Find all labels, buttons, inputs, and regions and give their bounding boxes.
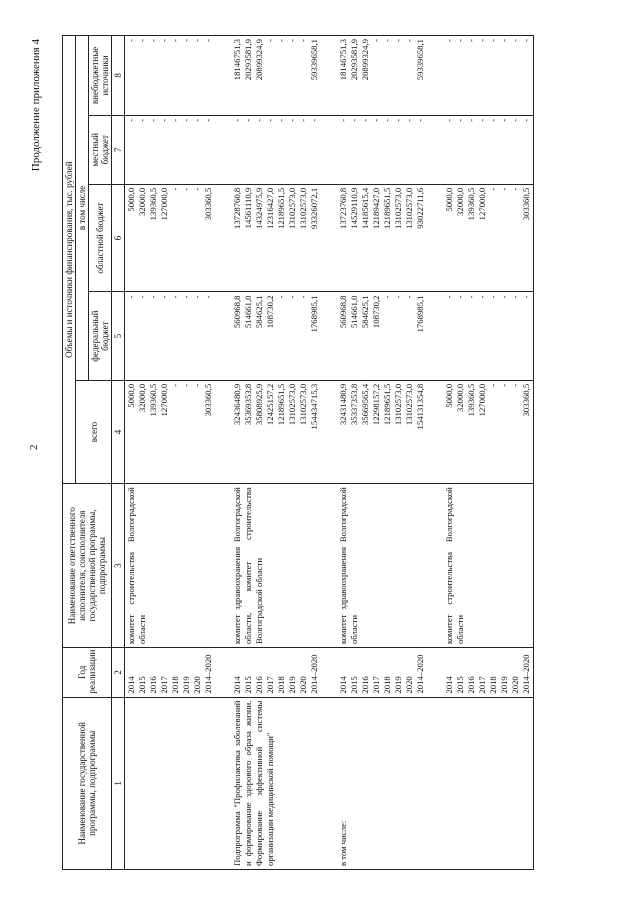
federal-cell: 108730,2 <box>265 295 275 329</box>
col-number: 8 <box>112 36 125 116</box>
local-cell: - <box>159 118 169 122</box>
col-number: 7 <box>112 115 125 184</box>
federal-cell: 560968,8 <box>338 295 348 329</box>
regional-cell: 13723760,8 <box>338 187 348 229</box>
table-body <box>125 36 534 870</box>
total-cell: 35369353,8 <box>243 383 253 426</box>
extra-cell: - <box>404 39 414 42</box>
local-cell-column <box>231 115 321 184</box>
federal-cell: - <box>466 295 476 299</box>
extra-cell: - <box>181 39 191 42</box>
total-cell: - <box>181 383 191 387</box>
federal-cell: - <box>181 295 191 299</box>
year-cell: 2015 <box>455 676 465 694</box>
local-cell: - <box>338 118 348 122</box>
year-cell: 2020 <box>298 676 308 694</box>
total-cell: 154131354,8 <box>415 383 425 430</box>
regional-cell-column <box>443 184 534 292</box>
local-cell: - <box>382 118 392 122</box>
total-cell: 127000,0 <box>477 383 487 417</box>
year-cell: 2014 <box>338 676 348 694</box>
extra-cell: - <box>148 39 158 42</box>
year-cell: 2017 <box>265 676 275 694</box>
local-cell: - <box>254 118 264 122</box>
total-cell: 13102573,0 <box>393 383 403 426</box>
local-cell: - <box>137 118 147 122</box>
total-cell: 32436480,9 <box>232 383 242 426</box>
federal-cell: 514661,0 <box>243 295 253 329</box>
program-name: Подпрограмма "Профилактика заболеваний и формирование здорового образа жизни. Формирование эффективной системы организации медицинской помощи" <box>231 697 321 869</box>
regional-cell: 13102573,0 <box>393 187 403 229</box>
local-cell: - <box>287 118 297 122</box>
total-cell: 303360,5 <box>203 383 213 417</box>
local-cell: - <box>455 118 465 122</box>
program-name <box>125 697 216 869</box>
col-number: 5 <box>112 292 125 380</box>
federal-cell: - <box>444 295 454 299</box>
regional-cell: 32000,0 <box>137 187 147 216</box>
federal-cell: - <box>393 295 403 299</box>
extra-cell: - <box>170 39 180 42</box>
regional-cell: 303360,5 <box>521 187 531 221</box>
federal-cell-column <box>443 292 534 380</box>
regional-cell: 139360,5 <box>466 187 476 221</box>
year-cell-column <box>231 648 321 698</box>
total-cell: - <box>170 383 180 387</box>
total-cell: 12189651,5 <box>276 383 286 426</box>
year-cell: 2019 <box>499 676 509 694</box>
federal-cell: - <box>382 295 392 299</box>
col-header-federal: федеральный бюджет <box>89 292 112 380</box>
year-cell: 2014–2020 <box>521 654 531 694</box>
regional-cell: 93326072,1 <box>309 187 319 229</box>
local-cell: - <box>126 118 136 122</box>
total-cell: - <box>499 383 509 387</box>
regional-cell: - <box>488 187 498 191</box>
regional-cell: 12316427,0 <box>265 187 275 229</box>
local-cell: - <box>393 118 403 122</box>
local-cell: - <box>404 118 414 122</box>
local-cell-column <box>443 115 534 184</box>
regional-cell: 127000,0 <box>477 187 487 221</box>
regional-cell: - <box>170 187 180 191</box>
rotated-document <box>26 35 611 870</box>
section-spacer <box>427 36 443 870</box>
year-cell: 2014–2020 <box>203 654 213 694</box>
total-cell: - <box>510 383 520 387</box>
extra-cell: - <box>382 39 392 42</box>
year-cell: 2020 <box>510 676 520 694</box>
regional-cell: 14185615,4 <box>360 187 370 229</box>
appendix-continuation: Продолжение приложения 4 <box>30 39 42 172</box>
federal-cell: - <box>137 295 147 299</box>
extra-cell: 20899324,9 <box>254 39 264 81</box>
year-cell: 2017 <box>371 676 381 694</box>
extra-cell: - <box>466 39 476 42</box>
total-cell-column <box>337 380 427 483</box>
total-cell: 32000,0 <box>137 383 147 413</box>
local-cell: - <box>349 118 359 122</box>
section-spacer <box>215 36 231 870</box>
regional-cell: 14529110,9 <box>349 187 359 229</box>
federal-cell: 584625,1 <box>254 295 264 329</box>
total-cell: 5000,0 <box>444 383 454 408</box>
federal-cell: - <box>488 295 498 299</box>
year-cell: 2015 <box>243 676 253 694</box>
total-cell-column <box>125 380 216 483</box>
extra-cell: 18146751,3 <box>338 39 348 81</box>
local-cell-column <box>337 115 427 184</box>
total-cell: 154434715,3 <box>309 383 319 430</box>
total-cell: 12189651,5 <box>382 383 392 426</box>
extra-cell-column <box>231 36 321 116</box>
federal-cell: 514661,0 <box>349 295 359 329</box>
extra-cell: 20293581,9 <box>349 39 359 81</box>
year-cell: 2020 <box>192 676 202 694</box>
extra-cell: - <box>393 39 403 42</box>
extra-cell: - <box>488 39 498 42</box>
year-cell: 2014–2020 <box>309 654 319 694</box>
local-cell-column <box>125 115 216 184</box>
local-cell: - <box>521 118 531 122</box>
local-cell: - <box>298 118 308 122</box>
total-cell-column <box>443 380 534 483</box>
section-spacer <box>321 36 337 870</box>
regional-cell: 139360,5 <box>148 187 158 221</box>
local-cell: - <box>371 118 381 122</box>
year-cell: 2020 <box>404 676 414 694</box>
local-cell: - <box>309 118 319 122</box>
federal-cell: 108730,2 <box>371 295 381 329</box>
col-header-year: Год реализации <box>63 648 112 698</box>
federal-cell: - <box>170 295 180 299</box>
col-header-total: всего <box>76 380 112 483</box>
extra-cell-column <box>125 36 216 116</box>
regional-cell: 5000,0 <box>444 187 454 212</box>
extra-cell: - <box>444 39 454 42</box>
total-cell: 35669565,4 <box>360 383 370 426</box>
program-name: в том числе: <box>337 697 427 869</box>
regional-cell-column <box>231 184 321 292</box>
year-cell: 2016 <box>466 676 476 694</box>
regional-cell: - <box>510 187 520 191</box>
year-cell: 2019 <box>181 676 191 694</box>
federal-cell: - <box>148 295 158 299</box>
year-cell-column <box>337 648 427 698</box>
federal-cell: - <box>477 295 487 299</box>
local-cell: - <box>360 118 370 122</box>
col-header-extra: внебюджетные источники <box>89 36 112 116</box>
federal-cell: 1768985,1 <box>309 295 319 333</box>
year-cell: 2018 <box>382 676 392 694</box>
table-row <box>443 36 534 870</box>
federal-cell-column <box>337 292 427 380</box>
total-cell: 12425157,2 <box>265 383 275 426</box>
year-cell-column <box>443 648 534 698</box>
federal-cell: - <box>455 295 465 299</box>
extra-cell: - <box>159 39 169 42</box>
col-number: 3 <box>112 484 125 648</box>
federal-cell: - <box>287 295 297 299</box>
extra-cell: 18146751,3 <box>232 39 242 81</box>
total-cell: 13102573,0 <box>287 383 297 426</box>
col-header-including: в том числе <box>76 36 89 381</box>
year-cell: 2017 <box>159 676 169 694</box>
extra-cell-column <box>443 36 534 116</box>
table-row <box>231 36 321 870</box>
total-cell: 13102573,0 <box>298 383 308 426</box>
extra-cell-column <box>337 36 427 116</box>
federal-cell: - <box>521 295 531 299</box>
federal-cell: - <box>126 295 136 299</box>
col-header-funding-group: Объемы и источники финансирования, тыс. рублей <box>63 36 76 484</box>
local-cell: - <box>477 118 487 122</box>
extra-cell: - <box>521 39 531 42</box>
local-cell: - <box>265 118 275 122</box>
executor-name: комитет здравоохранения Волгоградской области, комитет строительства Волгоградской области <box>231 484 321 648</box>
year-cell: 2019 <box>287 676 297 694</box>
year-cell: 2014 <box>232 676 242 694</box>
extra-cell: - <box>499 39 509 42</box>
extra-cell: - <box>192 39 202 42</box>
year-cell: 2017 <box>477 676 487 694</box>
extra-cell: - <box>298 39 308 42</box>
federal-cell: 1768985,1 <box>415 295 425 333</box>
local-cell: - <box>181 118 191 122</box>
col-number: 4 <box>112 380 125 483</box>
col-header-executor: Наименование ответственного исполнителя, соисполнителя государственной программы, подпрограммы <box>63 484 112 648</box>
total-cell: 127000,0 <box>159 383 169 417</box>
regional-cell: 5000,0 <box>126 187 136 212</box>
total-cell: 303360,5 <box>521 383 531 417</box>
total-cell-column <box>231 380 321 483</box>
extra-cell: 20293581,9 <box>243 39 253 81</box>
local-cell: - <box>415 118 425 122</box>
regional-cell: 13102573,0 <box>298 187 308 229</box>
federal-cell: 584625,1 <box>360 295 370 329</box>
total-cell: - <box>192 383 202 387</box>
federal-cell: 560968,8 <box>232 295 242 329</box>
local-cell: - <box>192 118 202 122</box>
regional-cell: 12189651,5 <box>382 187 392 229</box>
extra-cell: - <box>371 39 381 42</box>
local-cell: - <box>170 118 180 122</box>
federal-cell: - <box>298 295 308 299</box>
year-cell: 2014 <box>126 676 136 694</box>
year-cell: 2018 <box>276 676 286 694</box>
local-cell: - <box>510 118 520 122</box>
regional-cell-column <box>337 184 427 292</box>
regional-cell: 12189651,5 <box>276 187 286 229</box>
federal-cell: - <box>203 295 213 299</box>
table-row <box>337 36 427 870</box>
total-cell: 139360,5 <box>148 383 158 417</box>
regional-cell: 13102573,0 <box>287 187 297 229</box>
regional-cell: 13102573,0 <box>404 187 414 229</box>
extra-cell: - <box>510 39 520 42</box>
regional-cell: 14324975,9 <box>254 187 264 229</box>
col-header-program: Наименование государственной программы, подпрограммы <box>63 697 112 869</box>
year-cell: 2018 <box>170 676 180 694</box>
total-cell: 32431480,9 <box>338 383 348 426</box>
local-cell: - <box>243 118 253 122</box>
year-cell: 2014 <box>444 676 454 694</box>
federal-cell: - <box>404 295 414 299</box>
regional-cell: 32000,0 <box>455 187 465 216</box>
federal-cell: - <box>276 295 286 299</box>
total-cell: - <box>488 383 498 387</box>
col-header-local: местный бюджет <box>89 115 112 184</box>
table-row <box>125 36 216 870</box>
local-cell: - <box>488 118 498 122</box>
executor-name: комитет строительства Волгоградской области <box>125 484 216 648</box>
year-cell: 2015 <box>349 676 359 694</box>
federal-cell-column <box>231 292 321 380</box>
extra-cell: - <box>203 39 213 42</box>
regional-cell: - <box>192 187 202 191</box>
total-cell: 35808925,9 <box>254 383 264 426</box>
year-cell: 2016 <box>254 676 264 694</box>
regional-cell-column <box>125 184 216 292</box>
regional-cell: 14561110,9 <box>243 187 253 229</box>
extra-cell: - <box>287 39 297 42</box>
total-cell: 13102573,0 <box>404 383 414 426</box>
extra-cell: - <box>137 39 147 42</box>
total-cell: 139360,5 <box>466 383 476 417</box>
regional-cell: 12189427,0 <box>371 187 381 229</box>
program-name <box>443 697 534 869</box>
federal-cell: - <box>510 295 520 299</box>
col-number: 6 <box>112 184 125 292</box>
local-cell: - <box>148 118 158 122</box>
regional-cell: 13728760,8 <box>232 187 242 229</box>
extra-cell: 59339658,1 <box>415 39 425 81</box>
local-cell: - <box>466 118 476 122</box>
total-cell: 35337353,8 <box>349 383 359 426</box>
regional-cell: - <box>181 187 191 191</box>
regional-cell: - <box>499 187 509 191</box>
local-cell: - <box>499 118 509 122</box>
extra-cell: - <box>276 39 286 42</box>
local-cell: - <box>203 118 213 122</box>
total-cell: 5000,0 <box>126 383 136 408</box>
year-cell: 2015 <box>137 676 147 694</box>
extra-cell: - <box>265 39 275 42</box>
federal-cell-column <box>125 292 216 380</box>
year-cell: 2019 <box>393 676 403 694</box>
regional-cell: 93022711,6 <box>415 187 425 229</box>
year-cell: 2014–2020 <box>415 654 425 694</box>
local-cell: - <box>444 118 454 122</box>
extra-cell: - <box>455 39 465 42</box>
extra-cell: 59339658,1 <box>309 39 319 81</box>
federal-cell: - <box>192 295 202 299</box>
extra-cell: - <box>126 39 136 42</box>
year-cell: 2018 <box>488 676 498 694</box>
federal-cell: - <box>499 295 509 299</box>
year-cell: 2016 <box>148 676 158 694</box>
col-number: 1 <box>112 697 125 869</box>
year-cell-column <box>125 648 216 698</box>
year-cell: 2016 <box>360 676 370 694</box>
total-cell: 12298157,2 <box>371 383 381 426</box>
local-cell: - <box>276 118 286 122</box>
regional-cell: 127000,0 <box>159 187 169 221</box>
federal-cell: - <box>159 295 169 299</box>
local-cell: - <box>232 118 242 122</box>
extra-cell: - <box>477 39 487 42</box>
regional-cell: 303360,5 <box>203 187 213 221</box>
executor-name: комитет здравоохранения Волгоградской области <box>337 484 427 648</box>
funding-table <box>62 35 534 870</box>
executor-name: комитет строительства Волгоградской области <box>443 484 534 648</box>
col-number: 2 <box>112 648 125 698</box>
total-cell: 32000,0 <box>455 383 465 413</box>
page-number: 2 <box>28 444 40 450</box>
col-header-regional: областной бюджет <box>89 184 112 292</box>
extra-cell: 20899324,9 <box>360 39 370 81</box>
